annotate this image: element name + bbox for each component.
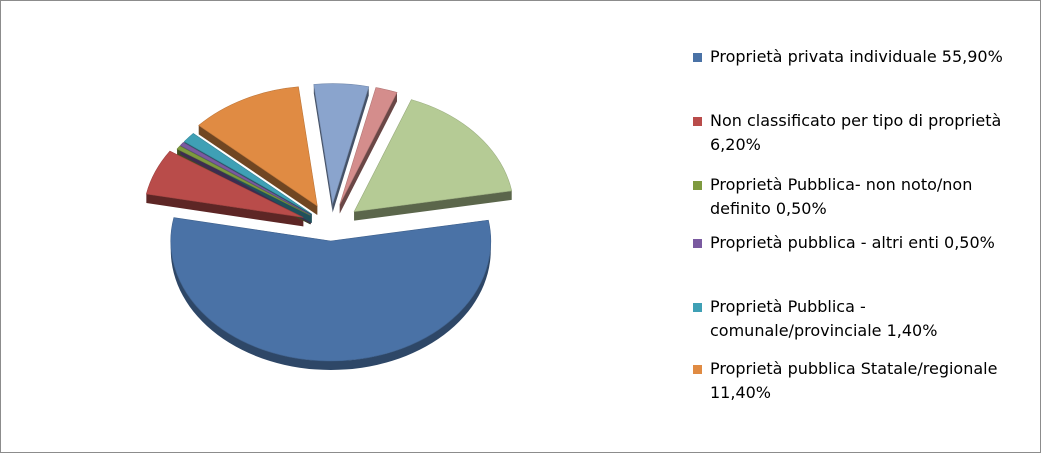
legend-item <box>693 45 1033 69</box>
legend-label: Non classificato per tipo di proprietà 6,20% <box>710 111 1002 154</box>
legend-swatch <box>693 365 702 374</box>
pie-slice <box>171 218 491 361</box>
legend-swatch <box>693 53 702 62</box>
legend-swatch <box>693 117 702 126</box>
legend-item <box>693 295 1033 343</box>
legend-swatch <box>693 239 702 248</box>
legend-item <box>693 357 1033 405</box>
legend-label: Proprietà Pubblica- non noto/non definito 0,50% <box>710 175 973 218</box>
legend-label: Proprietà privata individuale 55,90% <box>710 47 1003 66</box>
legend-item <box>693 109 1033 157</box>
legend-item <box>693 173 1033 221</box>
legend-label: Proprietà pubblica Statale/regionale 11,40% <box>710 359 998 402</box>
legend-swatch <box>693 303 702 312</box>
legend-label: Proprietà Pubblica - comunale/provinciale 1,40% <box>710 297 938 340</box>
legend-item <box>693 231 1033 255</box>
legend-swatch <box>693 181 702 190</box>
legend-label: Proprietà pubblica - altri enti 0,50% <box>710 233 995 252</box>
